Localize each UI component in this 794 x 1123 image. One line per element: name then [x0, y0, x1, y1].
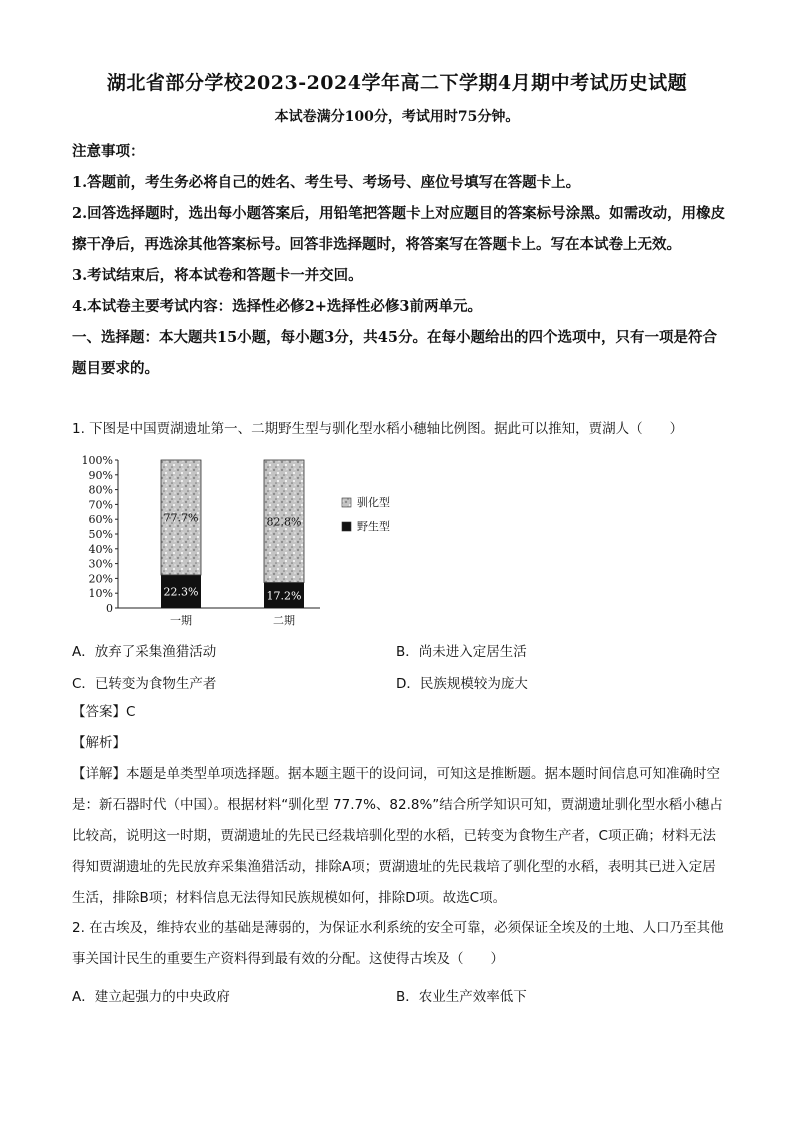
x-tick-label: 一期 — [170, 614, 192, 627]
chart-legend — [342, 495, 390, 533]
question-1-stem: 1. 下图是中国贾湖遗址第一、二期野生型与驯化型水稻小穗轴比例图。据此可以推知，贾湖人（ ） — [72, 421, 684, 437]
data-label-wild: 17.2% — [266, 589, 302, 603]
section-heading: 一、选择题：本大题共15小题，每小题3分，共45分。在每小题给出的四个选项中，只有一项是符合题目要求的。 — [72, 329, 717, 377]
y-tick-label: 80% — [88, 483, 113, 497]
note-item: 3.考试结束后，将本试卷和答题卡一并交回。 — [72, 267, 363, 284]
legend-swatch — [342, 498, 351, 507]
legend-swatch — [342, 522, 351, 531]
option-a[interactable]: A．放弃了采集渔猎活动 — [72, 644, 217, 660]
exam-info: 本试卷满分100分，考试用时75分钟。 — [274, 109, 520, 125]
notes-section — [72, 136, 726, 384]
page-title: 湖北省部分学校2023-2024学年高二下学期4月期中考试历史试题 — [106, 72, 688, 94]
y-tick-label: 20% — [88, 572, 113, 586]
y-tick-label: 0 — [106, 602, 113, 615]
note-item: 1.答题前，考生务必将自己的姓名、考生号、考场号、座位号填写在答题卡上。 — [72, 174, 581, 191]
y-tick-label: 60% — [88, 513, 113, 527]
question-2-stem: 2. 在古埃及，维持农业的基础是薄弱的，为保证水利系统的安全可靠，必须保证全埃及的土地、人口乃至其他事关国计民生的重要生产资料得到最有效的分配。这使得古埃及（ ） — [72, 920, 724, 967]
y-tick-label: 70% — [88, 498, 113, 512]
y-tick-label: 40% — [88, 542, 113, 556]
y-tick-label: 50% — [88, 528, 113, 541]
bars — [161, 460, 304, 608]
option-a[interactable]: A．建立起强力的中央政府 — [72, 989, 230, 1005]
option-b[interactable]: B．尚未进入定居生活 — [396, 644, 527, 660]
y-tick-label: 10% — [88, 587, 113, 601]
y-tick-label: 90% — [88, 468, 113, 482]
option-c[interactable]: C．已转变为食物生产者 — [72, 676, 217, 692]
analysis-label: 【解析】 — [72, 735, 126, 751]
note-item: 2.回答选择题时，选出每小题答案后，用铅笔把答题卡上对应题目的答案标号涂黑。如需改动，用橡皮擦干净后，再选涂其他答案标号。回答非选择题时，将答案写在答题卡上。写在本试卷上无效。 — [72, 205, 726, 253]
notes-heading: 注意事项： — [72, 143, 145, 160]
bar-chart — [80, 452, 410, 632]
answer-block — [72, 697, 726, 914]
legend-label: 野生型 — [357, 520, 390, 533]
note-item: 4.本试卷主要考试内容：选择性必修2+选择性必修3前两单元。 — [72, 298, 482, 315]
x-tick-label: 二期 — [273, 614, 295, 627]
analysis-detail: 【详解】本题是单类型单项选择题。据本题主题干的设问词，可知这是推断题。据本题时间信息可知准确时空是：新石器时代（中国）。根据材料“驯化型 77.7%、82.8%”结合所学知识可知，贾湖遗址驯化型水稻小穗占比较高，说明这一时期，贾湖遗址的先民已经栽培驯化型的水稻，已转变为食物生产者，C项正确；材料无法得知贾湖遗址的先民放弃采集渔猎活动，排除A项；贾湖遗址的先民栽培了驯化型的水稻，表明其已进入定居生活，排除B项；材料信息无法得知民族规模如何，排除D项。故选C项。 — [72, 766, 723, 906]
option-b[interactable]: B．农业生产效率低下 — [396, 989, 527, 1005]
legend-label: 驯化型 — [357, 496, 390, 509]
option-d[interactable]: D．民族规模较为庞大 — [396, 676, 528, 692]
data-label-wild: 22.3% — [163, 585, 199, 599]
y-tick-label: 30% — [88, 557, 113, 571]
answer: 【答案】C — [72, 704, 136, 720]
x-axis-labels — [170, 613, 295, 627]
data-label-domesticated: 82.8% — [266, 515, 302, 529]
y-tick-label: 100% — [81, 454, 113, 467]
data-label-domesticated: 77.7% — [163, 511, 199, 525]
